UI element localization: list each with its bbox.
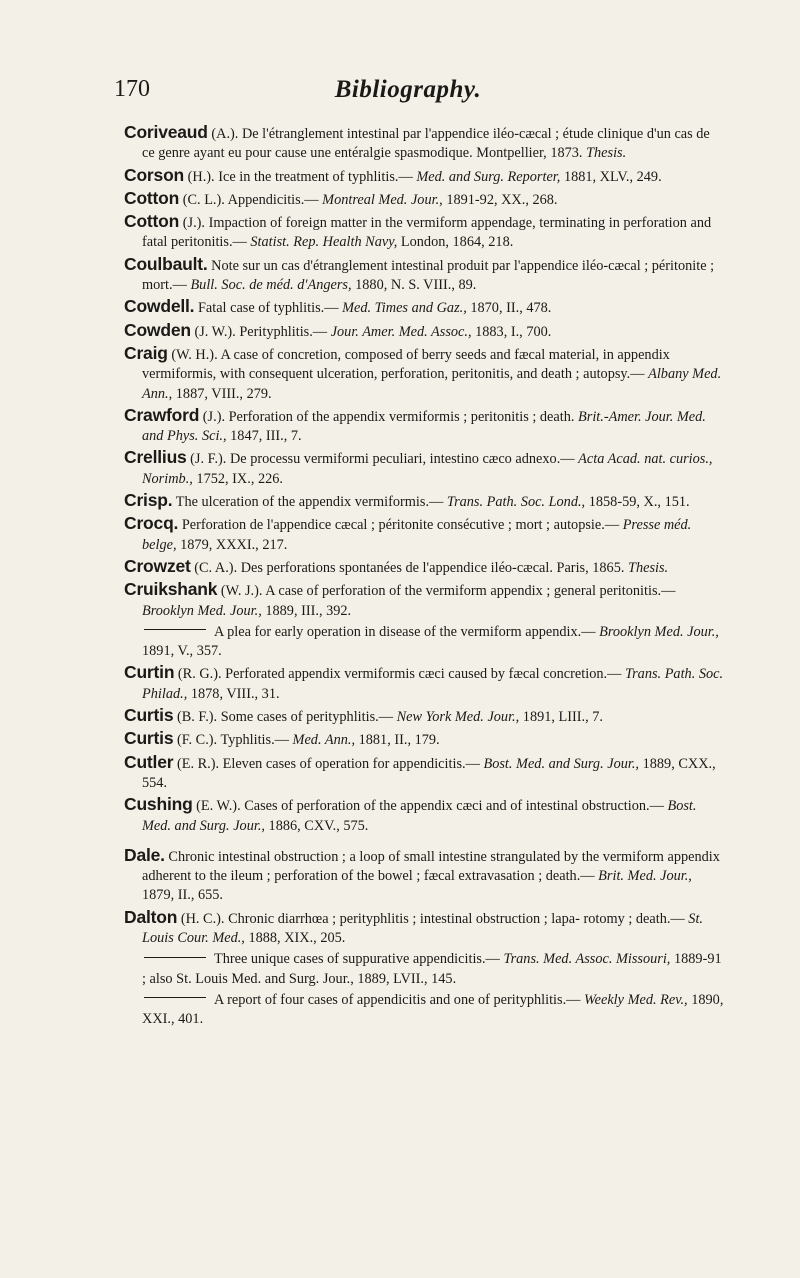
bibliography-entry bbox=[124, 729, 724, 750]
entry-journal: Weekly Med. Rev., bbox=[584, 991, 688, 1008]
entry-journal: Brooklyn Med. Jour., bbox=[599, 623, 719, 640]
entry-author: Craig bbox=[124, 342, 168, 363]
entry-journal: Thesis. bbox=[586, 145, 627, 162]
entry-volume: 1891-92, XX., 268. bbox=[446, 191, 558, 208]
bibliography-entry bbox=[124, 166, 724, 187]
entry-initials: (F. C.). bbox=[176, 732, 218, 749]
entry-journal: Trans. Path. Soc. Lond., bbox=[446, 494, 586, 511]
running-head bbox=[114, 76, 702, 110]
entry-volume: 1889-91 ; also St. Louis Med. and Surg. Jour., 1889, LVII., 145. bbox=[142, 951, 722, 987]
entry-author: Cotton bbox=[124, 211, 180, 232]
bibliography-list bbox=[124, 123, 724, 1031]
entry-title: Three unique cases of suppurative appendicitis.— bbox=[214, 951, 500, 968]
entry-journal: Thesis. bbox=[628, 559, 669, 576]
entry-journal: Bull. Soc. de méd. d'Angers, bbox=[190, 277, 352, 294]
bibliography-entry bbox=[124, 795, 724, 836]
entry-title: De l'étranglement intestinal par l'appendice iléo-cæcal ; étude clinique d'un cas de ce genre ayant eu pour cause une entéralgie spasmodique. Montpellier, 1873. bbox=[142, 126, 710, 162]
entry-volume: 1878, VIII., 31. bbox=[190, 685, 280, 702]
entry-initials: (H.). bbox=[187, 168, 215, 185]
entry-volume: 1847, III., 7. bbox=[230, 428, 302, 445]
entry-author: Cutler bbox=[124, 751, 174, 772]
entry-journal: Montreal Med. Jour., bbox=[322, 191, 443, 208]
bibliography-entry bbox=[124, 846, 724, 906]
entry-journal: Trans. Path. Soc. Philad., bbox=[142, 666, 724, 702]
entry-initials: (J. W.). bbox=[194, 323, 236, 340]
entry-title: A case of perforation of the vermiform appendix ; general peritonitis.— bbox=[265, 583, 676, 600]
entry-author: Coriveaud bbox=[124, 122, 208, 142]
entry-title: Perforation of the appendix vermiformis ; peritonitis ; death. bbox=[228, 408, 575, 425]
entry-volume: 1879, II., 655. bbox=[142, 887, 224, 904]
entry-author: Dalton bbox=[124, 906, 178, 927]
entry-volume: 1870, II., 478. bbox=[470, 300, 552, 317]
entry-title: Fatal case of typhlitis.— bbox=[197, 300, 339, 317]
entry-author: Cowdell. bbox=[124, 296, 195, 317]
entry-journal: Brit. Med. Jour., bbox=[598, 868, 692, 885]
entry-title: Some cases of perityphlitis.— bbox=[220, 709, 394, 726]
entry-journal: St. Louis Cour. Med., bbox=[142, 910, 703, 946]
bibliography-entry bbox=[124, 189, 724, 210]
entry-author: Cotton bbox=[124, 187, 180, 208]
entry-journal: New York Med. Jour., bbox=[396, 709, 520, 726]
bibliography-entry bbox=[124, 212, 724, 253]
bibliography-entry bbox=[124, 448, 724, 489]
entry-volume: 1888, XIX., 205. bbox=[248, 929, 346, 946]
entry-volume: 1883, I., 700. bbox=[475, 323, 552, 340]
entry-volume: 1879, XXXI., 217. bbox=[180, 536, 288, 553]
entry-author: Cruikshank bbox=[124, 579, 218, 600]
entry-volume: 1889, CXX., 554. bbox=[142, 755, 716, 791]
entry-title: Cases of perforation of the appendix cæci and of intestinal obstruction.— bbox=[244, 798, 664, 815]
entry-volume: London, 1864, 218. bbox=[400, 234, 514, 251]
bibliography-entry bbox=[124, 557, 724, 578]
entry-author: Curtis bbox=[124, 705, 174, 726]
entry-journal: Acta Acad. nat. curios., Norimb., bbox=[142, 451, 713, 487]
entry-journal: Med. and Surg. Reporter, bbox=[416, 168, 561, 185]
entry-journal: Albany Med. Ann., bbox=[142, 366, 722, 402]
entry-volume: 1881, XLV., 249. bbox=[563, 168, 662, 185]
bibliography-entry bbox=[124, 623, 724, 662]
bibliography-entry bbox=[124, 297, 724, 318]
entry-journal: Statist. Rep. Health Navy, bbox=[250, 234, 398, 251]
entry-title: Eleven cases of operation for appendicitis.— bbox=[222, 755, 480, 772]
bibliography-entry bbox=[124, 406, 724, 447]
entry-journal: Presse méd. belge, bbox=[142, 517, 692, 553]
entry-title: A plea for early operation in disease of the vermiform appendix.— bbox=[214, 623, 596, 640]
entry-title: Chronic diarrhœa ; perityphlitis ; intestinal obstruction ; lapa- rotomy ; death.— bbox=[228, 910, 685, 927]
entry-journal: Brit.-Amer. Jour. Med. and Phys. Sci., bbox=[142, 408, 706, 445]
entry-title: Perforation de l'appendice cæcal ; péritonite consécutive ; mort ; autopsie.— bbox=[181, 517, 620, 534]
bibliography-entry bbox=[124, 123, 724, 164]
entry-initials: (H. C.). bbox=[180, 910, 225, 927]
entry-volume: 1891, LIII., 7. bbox=[522, 709, 604, 726]
entry-title: Ice in the treatment of typhlitis.— bbox=[218, 168, 413, 185]
ditto-dash bbox=[144, 629, 206, 630]
bibliography-entry bbox=[124, 255, 724, 296]
entry-title: A case of concretion, composed of berry seeds and fæcal material, in appendix vermiformis, with consequent ulceration, perforation, peritonitis, and death ; autopsy.— bbox=[142, 346, 670, 383]
entry-initials: (J. F.). bbox=[190, 451, 227, 468]
entry-journal: Bost. Med. and Surg. Jour., bbox=[142, 798, 697, 834]
entry-initials: (R. G.). bbox=[177, 666, 222, 683]
bibliography-entry bbox=[124, 950, 724, 989]
entry-title: Impaction of foreign matter in the vermiform appendage, terminating in perforation and fatal peritonitis.— bbox=[142, 215, 712, 251]
bibliography-entry bbox=[124, 753, 724, 794]
entry-author: Curtin bbox=[124, 662, 175, 683]
entry-title: Des perforations spontanées de l'appendice iléo-cæcal. Paris, 1865. bbox=[240, 559, 625, 576]
entry-journal: Med. Times and Gaz., bbox=[342, 300, 467, 317]
ditto-dash bbox=[144, 997, 206, 998]
entry-title: Note sur un cas d'étranglement intestinal produit par l'appendice iléo-cæcal ; péritonite ; mort.— bbox=[142, 257, 715, 294]
bibliography-entry bbox=[124, 706, 724, 727]
entry-journal: Med. Ann., bbox=[292, 732, 356, 749]
entry-initials: (W. H.). bbox=[171, 346, 218, 363]
entry-title: Perforated appendix vermiformis cæci caused by fæcal concretion.— bbox=[225, 666, 622, 683]
bibliography-entry bbox=[124, 491, 724, 512]
entry-author: Curtis bbox=[124, 728, 174, 749]
entry-journal: Bost. Med. and Surg. Jour., bbox=[483, 755, 640, 772]
bibliography-entry bbox=[124, 663, 724, 704]
entry-journal: Jour. Amer. Med. Assoc., bbox=[330, 323, 472, 340]
entry-initials: (C. A.). bbox=[194, 559, 238, 576]
entry-author: Cowden bbox=[124, 319, 191, 340]
bibliography-entry bbox=[124, 991, 724, 1030]
ditto-dash bbox=[144, 957, 206, 958]
entry-initials: (W. J.). bbox=[220, 583, 263, 600]
entry-volume: 1886, CXV., 575. bbox=[268, 817, 369, 834]
entry-journal: Brooklyn Med. Jour., bbox=[142, 602, 262, 619]
entry-volume: 1858-59, X., 151. bbox=[588, 494, 690, 511]
entry-initials: (E. R.). bbox=[176, 755, 220, 772]
entry-author: Cushing bbox=[124, 794, 193, 815]
running-title: Bibliography. bbox=[334, 76, 482, 103]
entry-title: A report of four cases of appendicitis and one of perityphlitis.— bbox=[214, 991, 581, 1008]
entry-volume: 1889, III., 392. bbox=[265, 602, 352, 619]
entry-volume: 1890, XXI., 401. bbox=[142, 991, 724, 1028]
entry-volume: 1752, IX., 226. bbox=[196, 470, 283, 487]
entry-author: Crowzet bbox=[124, 555, 191, 576]
entry-initials: (A.). bbox=[211, 126, 239, 142]
entry-title: De processu vermiformi peculiari, intestino cæco adnexo.— bbox=[229, 451, 575, 468]
entry-author: Crellius bbox=[124, 447, 187, 468]
entry-author: Dale. bbox=[124, 844, 165, 865]
entry-volume: 1891, V., 357. bbox=[142, 643, 222, 660]
entry-volume: 1880, N. S. VIII., 89. bbox=[355, 277, 477, 294]
page-number: 170 bbox=[114, 76, 150, 102]
entry-initials: (B. F.). bbox=[176, 709, 218, 726]
entry-title: Chronic intestinal obstruction ; a loop of small intestine strangulated by the vermiform appendix adherent to the ileum ; perforation of the bowel ; fæcal extravasation ; death.— bbox=[142, 848, 720, 885]
entry-author: Crocq. bbox=[124, 513, 179, 534]
bibliography-entry bbox=[124, 580, 724, 621]
entry-initials: (E. W.). bbox=[196, 798, 241, 815]
entry-volume: 1887, VIII., 279. bbox=[175, 385, 272, 402]
entry-author: Corson bbox=[124, 164, 185, 185]
entry-author: Coulbault. bbox=[124, 253, 208, 274]
bibliography-entry bbox=[124, 908, 724, 949]
entry-title: Appendicitis.— bbox=[227, 191, 319, 208]
entry-author: Crawford bbox=[124, 404, 200, 425]
entry-initials: (C. L.). bbox=[182, 191, 225, 208]
bibliography-entry bbox=[124, 514, 724, 555]
entry-journal: Trans. Med. Assoc. Missouri, bbox=[503, 951, 671, 968]
entry-title: Perityphlitis.— bbox=[239, 323, 328, 340]
entry-title: Typhlitis.— bbox=[220, 732, 289, 749]
bibliography-entry bbox=[124, 321, 724, 342]
entry-volume: 1881, II., 179. bbox=[358, 732, 440, 749]
entry-initials: (J.). bbox=[182, 215, 205, 232]
entry-title: The ulceration of the appendix vermiformis.— bbox=[175, 494, 444, 511]
entry-author: Crisp. bbox=[124, 490, 173, 511]
bibliography-entry bbox=[124, 344, 724, 404]
entry-initials: (J.). bbox=[202, 408, 226, 425]
